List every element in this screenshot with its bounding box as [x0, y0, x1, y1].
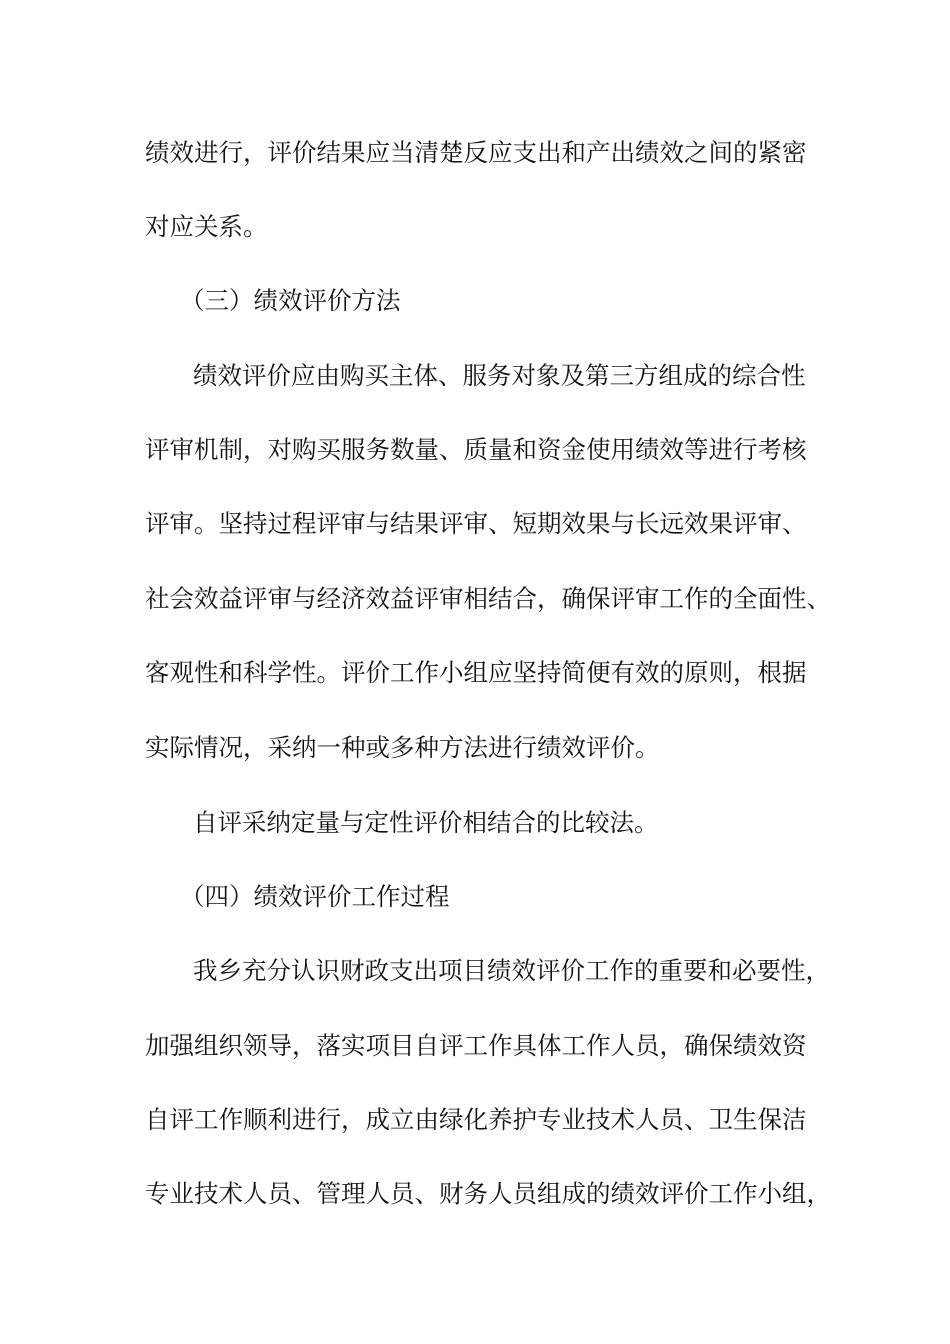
- paragraph-line: 自评采纳定量与定性评价相结合的比较法。: [193, 808, 659, 837]
- paragraph-line: 专业技术人员、管理人员、财务人员组成的绩效评价工作小组，: [145, 1179, 831, 1208]
- paragraph-line: 我乡充分认识财政支出项目绩效评价工作的重要和必要性，: [193, 956, 830, 985]
- paragraph-line: 评审机制，对购买服务数量、质量和资金使用绩效等进行考核: [145, 435, 807, 464]
- paragraph-line: 绩效评价应由购买主体、服务对象及第三方组成的综合性: [193, 361, 806, 390]
- paragraph-line: 客观性和科学性。评价工作小组应坚持简便有效的原则，根据: [145, 658, 807, 687]
- paragraph-line: 自评工作顺利进行，成立由绿化养护专业技术人员、卫生保洁: [145, 1105, 807, 1134]
- paragraph-line: 社会效益评审与经济效益评审相结合，确保评审工作的全面性、: [145, 584, 831, 613]
- paragraph-line: 绩效进行，评价结果应当清楚反应支出和产出绩效之间的紧密: [145, 138, 807, 167]
- paragraph-line: 对应关系。: [145, 212, 268, 241]
- section-heading-4: （四）绩效评价工作过程: [180, 882, 450, 911]
- paragraph-line: 加强组织领导，落实项目自评工作具体工作人员，确保绩效资: [145, 1031, 807, 1060]
- paragraph-line: 评审。坚持过程评审与结果评审、短期效果与长远效果评审、: [145, 509, 807, 538]
- section-heading-3: （三）绩效评价方法: [180, 286, 401, 315]
- paragraph-line: 实际情况，采纳一种或多种方法进行绩效评价。: [145, 733, 660, 762]
